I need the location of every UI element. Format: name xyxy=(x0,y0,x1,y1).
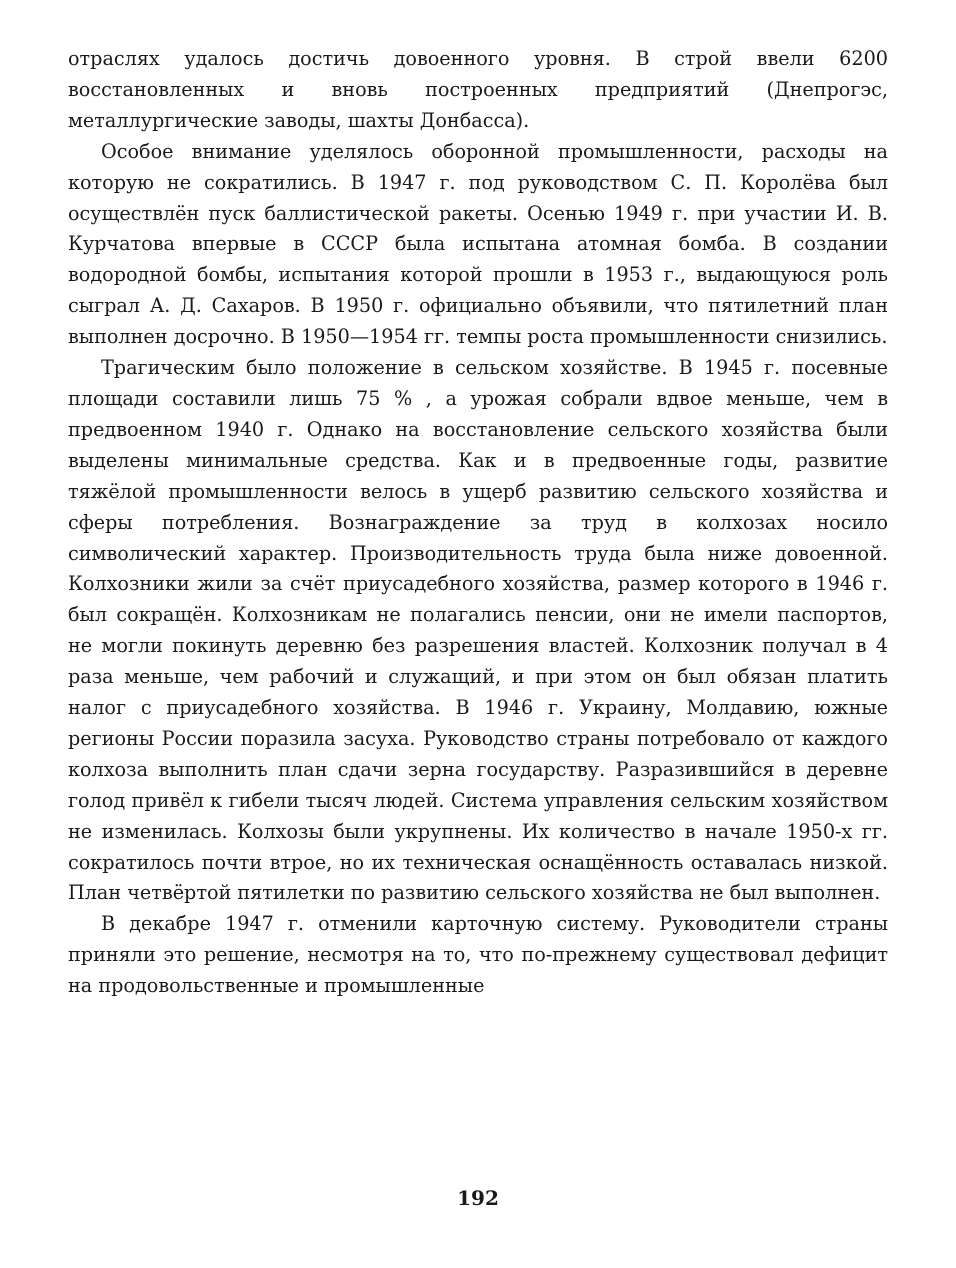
paragraph-agriculture: Трагическим было положение в сельском хозяйстве. В 1945 г. посевные площади составили лишь 75 % , а урожая собрали вдвое меньше, чем в предвоенном 1940 г. Однако на восстановление сельского хозяйства были выделены минимальные средства. Как и в предвоенные годы, развитие тяжёлой промышленности велось в ущерб развитию сельского хозяйства и сферы потребления. Вознаграждение за труд в колхозах носило символический характер. Производительность труда была ниже довоенной. Колхозники жили за счёт приусадебного хозяйства, размер которого в 1946 г. был сокращён. Колхозникам не полагались пенсии, они не имели паспортов, не могли покинуть деревню без разрешения властей. Колхозник получал в 4 раза меньше, чем рабочий и служащий, и при этом он был обязан платить налог с приусадебного хозяйства. В 1946 г. Украину, Молдавию, южные регионы России поразила засуха. Руководство страны потребовало от каждого колхоза выполнить план сдачи зерна государству. Разразившийся в деревне голод привёл к гибели тысяч людей. Система управления сельским хозяйством не изменилась. Колхозы были укрупнены. Их количество в начале 1950-х гг. сократилось почти втрое, но их техническая оснащённость оставалась низкой. План четвёртой пятилетки по развитию сельского хозяйства не был выполнен. xyxy=(68,356,888,905)
page-number: 192 xyxy=(457,1186,499,1210)
paragraph-ration-cards: В декабре 1947 г. отменили карточную систему. Руководители страны приняли это решение, несмотря на то, что по-прежнему существовал дефицит на продовольственные и промышленные xyxy=(68,912,888,998)
page-body xyxy=(68,44,888,1002)
paragraph-continuation: отраслях удалось достичь довоенного уровня. В строй ввели 6200 восстановленных и вновь построенных предприятий (Днепрогэс, металлургические заводы, шахты Донбасса). xyxy=(68,47,888,132)
paragraph-defense-industry: Особое внимание уделялось оборонной промышленности, расходы на которую не сократились. В 1947 г. под руководством С. П. Королёва был осуществлён пуск баллистической ракеты. Осенью 1949 г. при участии И. В. Курчатова впервые в СССР была испытана атомная бомба. В создании водородной бомбы, испытания которой прошли в 1953 г., выдающуюся роль сыграл А. Д. Сахаров. В 1950 г. официально объявили, что пятилетний план выполнен досрочно. В 1950—1954 гг. темпы роста промышленности снизились. xyxy=(68,139,888,349)
